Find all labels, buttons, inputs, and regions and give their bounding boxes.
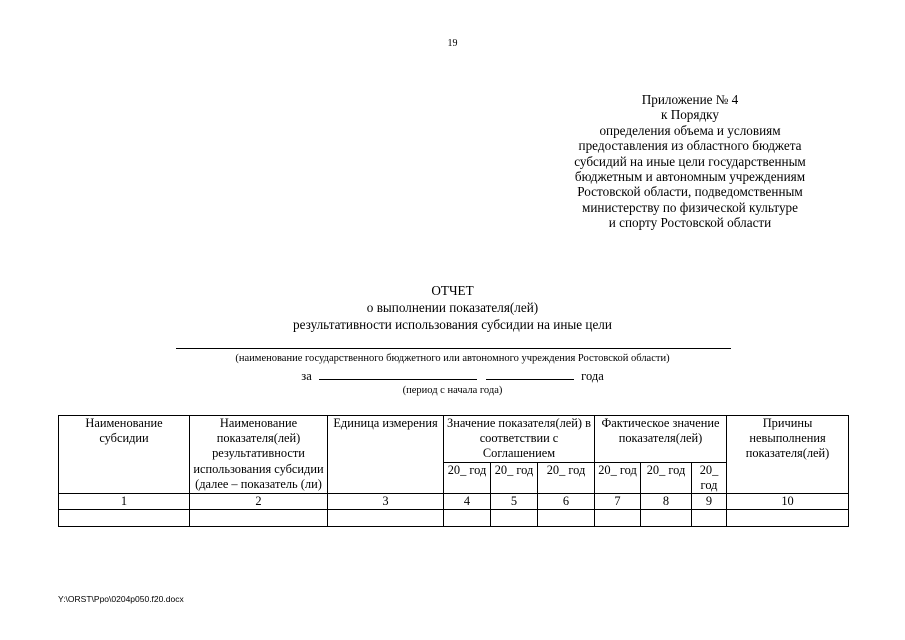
appendix-line: Приложение № 4 — [641, 92, 739, 107]
empty-cell — [190, 509, 328, 526]
empty-cell — [595, 509, 641, 526]
year-header: 20_ год — [641, 462, 692, 493]
column-number: 9 — [692, 493, 727, 509]
period-caption: (период с начала года) — [402, 385, 503, 396]
year-header: 20_ год — [444, 462, 491, 493]
header-unit: Единица измерения — [328, 416, 444, 494]
column-number: 5 — [491, 493, 538, 509]
period-row — [0, 368, 905, 384]
column-number-row — [59, 493, 849, 509]
empty-cell — [491, 509, 538, 526]
page-number: 19 — [447, 38, 458, 49]
appendix-line: и спорту Ростовской области — [608, 215, 772, 231]
report-subtitle: о выполнении показателя(лей) — [366, 300, 539, 315]
column-number: 8 — [641, 493, 692, 509]
appendix-line: бюджетным и автономным учреждениям — [574, 169, 806, 185]
year-blank — [486, 368, 574, 380]
table-row — [59, 509, 849, 526]
empty-cell — [444, 509, 491, 526]
footer-file-path: Y:\ORST\Ppo\0204p050.f20.docx — [58, 594, 184, 604]
organization-name-line — [176, 348, 731, 349]
appendix-line: министерству по физической культуре — [582, 199, 798, 215]
year-header: 20_ год — [692, 462, 727, 493]
column-number: 2 — [190, 493, 328, 509]
period-blank — [319, 368, 477, 380]
column-number: 6 — [538, 493, 595, 509]
appendix-line: к Порядку — [660, 107, 719, 123]
header-agreement-value: Значение показателя(лей) в соответствии с Соглашением — [444, 416, 595, 463]
report-subtitle: результативности использования субсидии на иные цели — [293, 317, 612, 332]
period-suffix: года — [581, 369, 604, 383]
appendix-line: определения объема и условиям — [599, 122, 781, 138]
appendix-line: Ростовской области, подведомственным — [577, 184, 803, 200]
column-number: 7 — [595, 493, 641, 509]
organization-caption: (наименование государственного бюджетного или автономного учреждения Ростовской области) — [235, 353, 670, 364]
column-number: 3 — [328, 493, 444, 509]
empty-cell — [727, 509, 849, 526]
year-header: 20_ год — [491, 462, 538, 493]
report-table — [58, 415, 849, 527]
column-number: 4 — [444, 493, 491, 509]
empty-cell — [59, 509, 190, 526]
empty-cell — [328, 509, 444, 526]
header-subsidy-name: Наименование субсидии — [59, 416, 190, 494]
column-number: 1 — [59, 493, 190, 509]
empty-cell — [538, 509, 595, 526]
appendix-line: предоставления из областного бюджета — [578, 138, 802, 154]
column-number: 10 — [727, 493, 849, 509]
header-indicator-name: Наименование показателя(лей) результативности использования субсидии (далее – показатель (ли) — [190, 416, 328, 494]
empty-cell — [641, 509, 692, 526]
appendix-line: субсидий на иные цели государственным — [574, 153, 806, 169]
header-actual-value: Фактическое значение показателя(лей) — [595, 416, 727, 463]
appendix-header — [540, 92, 840, 231]
year-header: 20_ год — [595, 462, 641, 493]
header-reasons: Причины невыполнения показателя(лей) — [727, 416, 849, 494]
year-header: 20_ год — [538, 462, 595, 493]
period-prefix: за — [301, 369, 312, 383]
report-title-block — [0, 282, 905, 333]
empty-cell — [692, 509, 727, 526]
report-title: ОТЧЕТ — [431, 283, 474, 298]
